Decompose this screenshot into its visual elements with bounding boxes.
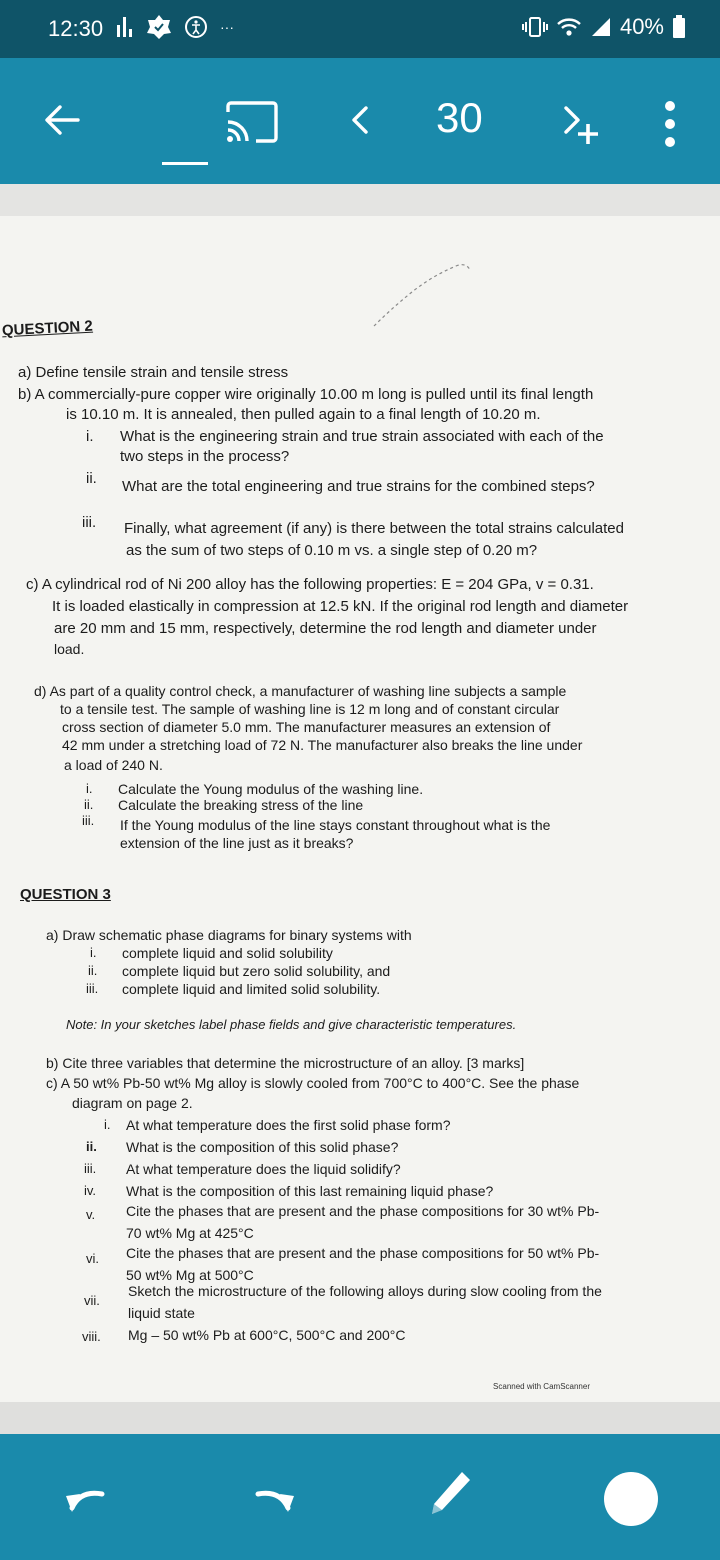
q2b-iii-line2: as the sum of two steps of 0.10 m vs. a single step of 0.20 m?: [126, 542, 538, 559]
q3c-v-line1: Cite the phases that are present and the phase compositions for 30 wt% Pb-: [126, 1203, 600, 1219]
question-3-title: QUESTION 3: [20, 886, 111, 903]
wifi-icon: [556, 16, 582, 38]
q3c-vii-line2: liquid state: [128, 1305, 195, 1321]
q3a-i-number: i.: [90, 945, 97, 960]
q2-part-d-line2: to a tensile test. The sample of washing line is 12 m long and of constant circular: [60, 701, 560, 717]
pen-icon[interactable]: [426, 1468, 474, 1520]
question-2-title: QUESTION 2: [1, 317, 94, 340]
q3-part-c-line2: diagram on page 2.: [72, 1095, 193, 1111]
scanned-page: [0, 216, 720, 1402]
q2-part-c-line1: c) A cylindrical rod of Ni 200 alloy has the following properties: E = 204 GPa, v = 0.31.: [26, 576, 594, 593]
q3c-ii-number: ii.: [86, 1139, 97, 1154]
q2-part-b-line1: b) A commercially-pure copper wire originally 10.00 m long is pulled until its final length: [18, 386, 594, 403]
more-vertical-icon[interactable]: [662, 100, 678, 148]
viewer-toolbar: [0, 58, 720, 184]
q3c-iv-number: iv.: [84, 1183, 97, 1198]
cell-signal-icon: [590, 16, 612, 38]
q3a-iii-number: iii.: [86, 981, 99, 996]
q3c-i-number: i.: [104, 1117, 111, 1132]
q3c-vii-line1: Sketch the microstructure of the following alloys during slow cooling from the: [128, 1283, 602, 1299]
q2-part-a: a) Define tensile strain and tensile stress: [18, 364, 289, 381]
q3c-viii-text: Mg – 50 wt% Pb at 600°C, 500°C and 200°C: [128, 1327, 406, 1343]
q2-part-c-line3: are 20 mm and 15 mm, respectively, determine the rod length and diameter under: [54, 620, 597, 637]
chevron-left-icon[interactable]: [346, 100, 372, 140]
accessibility-icon: [184, 15, 208, 39]
q3a-ii-number: ii.: [88, 963, 98, 978]
q3c-i-text: At what temperature does the first solid phase form?: [126, 1117, 451, 1133]
q3c-ii-text: What is the composition of this solid phase?: [126, 1139, 399, 1155]
q2-part-d-line3: cross section of diameter 5.0 mm. The manufacturer measures an extension of: [62, 719, 551, 735]
q3c-iii-number: iii.: [84, 1161, 97, 1176]
next-plus-icon[interactable]: [556, 100, 602, 148]
q2-part-d-line1: d) As part of a quality control check, a manufacturer of washing line subjects a sample: [34, 683, 567, 699]
q2-part-c-line4: load.: [54, 641, 85, 657]
document-text: [0, 216, 720, 1402]
q2d-iii-number: iii.: [82, 813, 95, 828]
q2b-i-number: i.: [86, 428, 94, 445]
q3c-vi-number: vi.: [86, 1251, 99, 1266]
q3c-v-number: v.: [86, 1207, 96, 1222]
signal-bars-icon: [116, 15, 134, 39]
status-left-icons: [116, 14, 234, 40]
q3-part-b: b) Cite three variables that determine the microstructure of an alloy. [3 marks]: [46, 1055, 525, 1071]
q3c-iv-text: What is the composition of this last remaining liquid phase?: [126, 1183, 494, 1199]
undo-icon[interactable]: [62, 1478, 114, 1518]
q2d-i-text: Calculate the Young modulus of the washing line.: [118, 781, 424, 797]
q3c-vii-number: vii.: [84, 1293, 100, 1308]
q2d-iii-line1: If the Young modulus of the line stays constant throughout what is the: [120, 817, 551, 833]
q3a-ii-text: complete liquid but zero solid solubility, and: [122, 963, 391, 979]
q2b-iii-number: iii.: [82, 514, 97, 531]
q2-part-d-line4: 42 mm under a stretching load of 72 N. The manufacturer also breaks the line under: [62, 737, 583, 753]
q2d-ii-text: Calculate the breaking stress of the line: [118, 797, 364, 813]
q2b-i-line2: two steps in the process?: [120, 448, 290, 465]
q2-part-b-line2: is 10.10 m. It is annealed, then pulled again to a final length of 10.20 m.: [66, 406, 541, 423]
status-right-icons: [522, 14, 686, 40]
q2d-i-number: i.: [86, 781, 93, 796]
color-circle-icon[interactable]: [604, 1472, 658, 1526]
q2b-iii-line1: Finally, what agreement (if any) is there between the total strains calculated: [124, 520, 624, 537]
q3-part-c-line1: c) A 50 wt% Pb-50 wt% Mg alloy is slowly cooled from 700°C to 400°C. See the phase: [46, 1075, 580, 1091]
status-time: 12:30: [48, 16, 104, 41]
q2d-iii-line2: extension of the line just as it breaks?: [120, 835, 354, 851]
q2b-i-line1: What is the engineering strain and true strain associated with each of the: [120, 428, 604, 445]
redo-icon[interactable]: [246, 1478, 298, 1518]
cast-icon[interactable]: [224, 100, 280, 144]
q3c-vi-line2: 50 wt% Mg at 500°C: [126, 1267, 254, 1283]
page-gap-bottom: [0, 1402, 720, 1434]
page-gap-top: [0, 184, 720, 216]
q3c-vi-line1: Cite the phases that are present and the phase compositions for 50 wt% Pb-: [126, 1245, 600, 1261]
q3a-iii-text: complete liquid and limited solid solubility.: [122, 981, 381, 997]
q3c-iii-text: At what temperature does the liquid solidify?: [126, 1161, 401, 1177]
pencil-mark: [370, 252, 480, 332]
q3a-i-text: complete liquid and solid solubility: [122, 945, 333, 961]
more-notifications: ···: [220, 19, 234, 35]
arrow-left-icon[interactable]: [42, 100, 82, 140]
q2d-ii-number: ii.: [84, 797, 94, 812]
app-badge-icon: [146, 14, 172, 40]
q2b-ii-text: What are the total engineering and true strains for the combined steps?: [122, 478, 595, 495]
annotation-toolbar: [0, 1434, 720, 1560]
q3c-v-line2: 70 wt% Mg at 425°C: [126, 1225, 254, 1241]
battery-percent: 40%: [619, 14, 664, 39]
scanned-with-watermark: Scanned with CamScanner: [493, 1382, 590, 1391]
page-number[interactable]: 30: [436, 94, 483, 141]
q3-part-a: a) Draw schematic phase diagrams for binary systems with: [46, 927, 412, 943]
q2-part-d-line5: a load of 240 N.: [64, 757, 163, 773]
q3c-viii-number: viii.: [82, 1329, 101, 1344]
active-tab-indicator: [162, 162, 208, 165]
q2-part-c-line2: It is loaded elastically in compression at 12.5 kN. If the original rod length and diameter: [52, 598, 629, 615]
q2b-ii-number: ii.: [86, 470, 97, 487]
status-bar: [0, 0, 720, 58]
battery-icon: [672, 15, 686, 39]
q3-note: Note: In your sketches label phase fields and give characteristic temperatures.: [66, 1017, 517, 1032]
vibrate-icon: [522, 16, 548, 38]
